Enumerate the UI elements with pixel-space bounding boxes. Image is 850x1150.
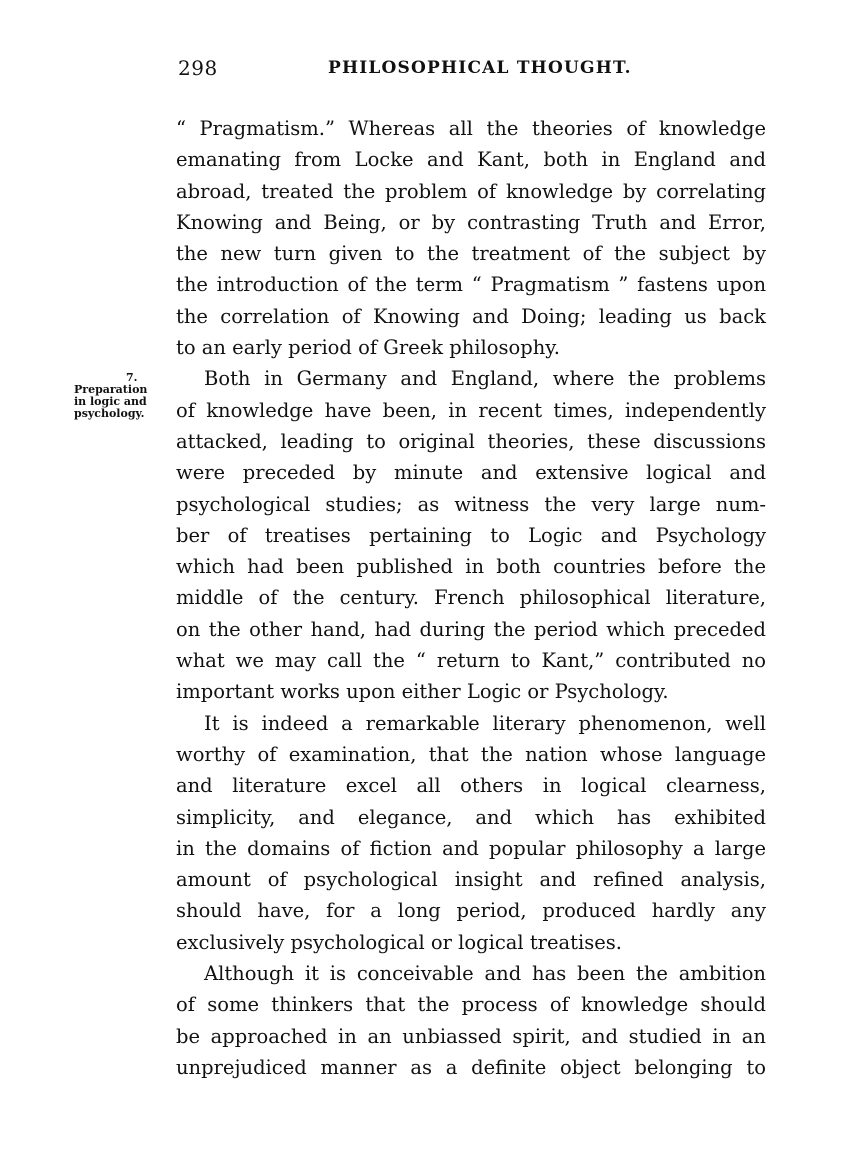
paragraph [176,708,766,958]
paragraph [176,958,766,1083]
text-line: emanating from Locke and Kant, both in England and [176,148,766,172]
text-line: attacked, leading to original theories, these discussions [176,429,766,453]
text-line: be approached in an unbiassed spirit, and studied in an [176,1024,766,1048]
text-line: psychological studies; as witness the very large num- [176,492,766,516]
text-line: ber of treatises pertaining to Logic and Psychology [176,523,766,547]
text-line: worthy of examination, that the nation whose language [176,742,766,766]
running-title: PHILOSOPHICAL THOUGHT. [328,58,632,78]
text-line: amount of psychological insight and refined analysis, [176,868,766,892]
text-line: to an early period of Greek philosophy. [176,336,560,360]
text-line: It is indeed a remarkable literary phenomenon, well [204,711,766,735]
text-line: middle of the century. French philosophical literature, [176,586,766,610]
text-line: what we may call the “ return to Kant,” contributed no [176,649,766,673]
page-number: 298 [178,56,218,80]
paragraph [176,363,766,707]
text-line: unprejudiced manner as a definite object belonging to [176,1055,766,1079]
text-line: and literature excel all others in logical clearness, [176,774,766,798]
body-text [176,113,766,1083]
text-line: of knowledge have been, in recent times, independently [176,398,766,422]
text-line: were preceded by minute and extensive logical and [176,461,766,485]
text-line: Knowing and Being, or by contrasting Truth and Error, [176,210,766,234]
text-line: in the domains of fiction and popular philosophy a large [176,836,766,860]
margin-note-number: 7. [126,371,138,384]
running-head [178,56,768,86]
margin-note-line: psychology. [74,407,145,420]
text-line: Although it is conceivable and has been the ambition [204,962,766,986]
text-line: abroad, treated the problem of knowledge by correlating [176,179,766,203]
text-line: the new turn given to the treatment of the subject by [176,242,766,266]
margin-note-line: in logic and [74,395,147,408]
text-line: “ Pragmatism.” Whereas all the theories of knowledge [176,117,766,140]
text-line: the correlation of Knowing and Doing; leading us back [176,304,766,328]
text-line: the introduction of the term “ Pragmatism ” fastens upon [176,273,766,297]
paragraph [176,113,766,363]
text-line: which had been published in both countries before the [176,555,766,579]
margin-note [74,372,174,420]
margin-note-line: Preparation [74,383,148,396]
text-line: simplicity, and elegance, and which has exhibited [176,805,766,829]
text-line: should have, for a long period, produced hardly any [176,899,766,923]
text-line: exclusively psychological or logical treatises. [176,930,622,954]
text-line: important works upon either Logic or Psychology. [176,680,669,704]
text-line: Both in Germany and England, where the problems [204,367,766,391]
text-line: of some thinkers that the process of knowledge should [176,993,766,1017]
text-line: on the other hand, had during the period which preceded [176,617,766,641]
